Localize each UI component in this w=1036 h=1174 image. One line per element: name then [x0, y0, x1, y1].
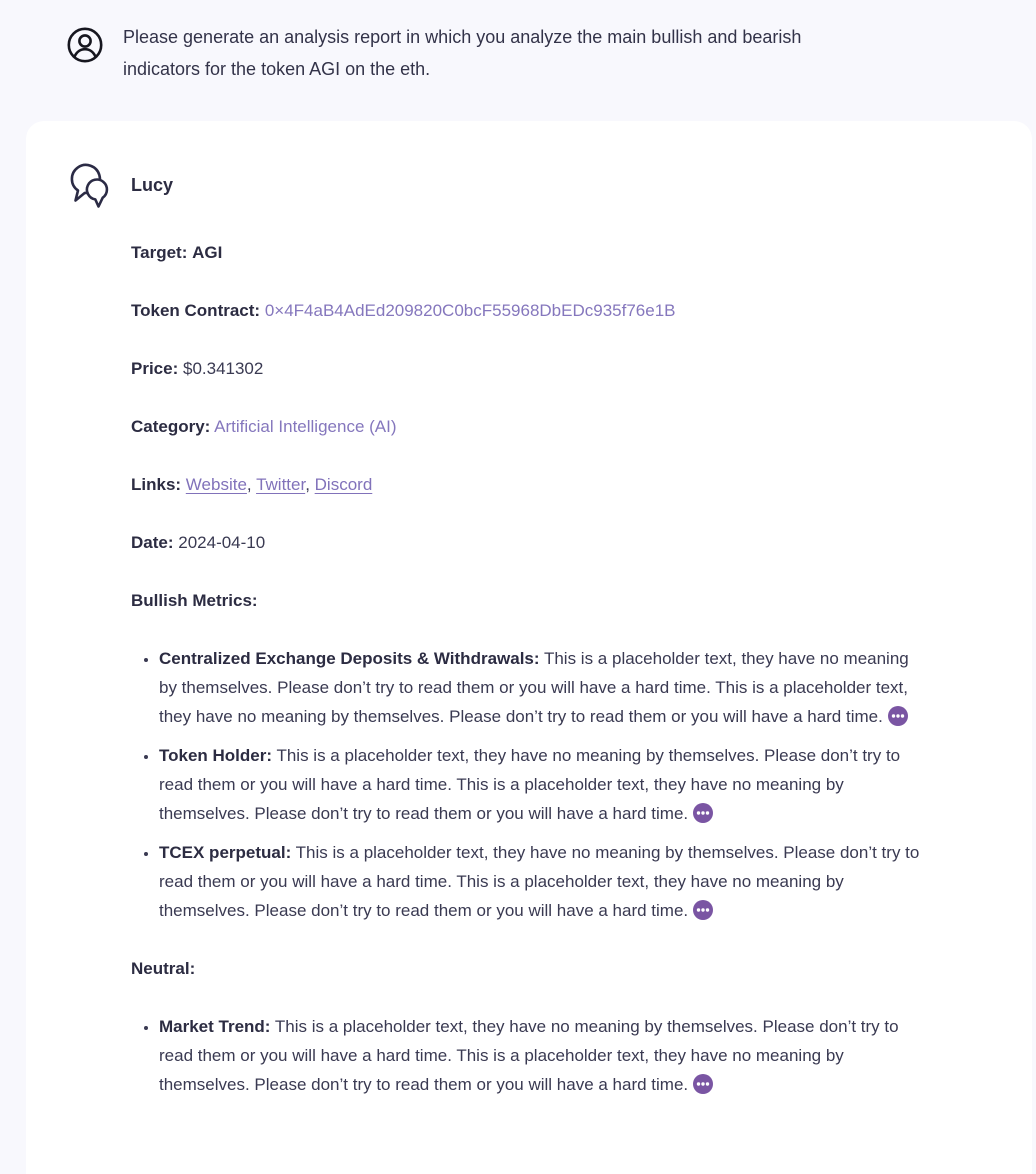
list-item	[159, 644, 921, 731]
link-separator: ,	[246, 475, 252, 494]
ellipsis-more-icon[interactable]	[693, 900, 713, 920]
metric-text: This is a placeholder text, they have no meaning by themselves. Please don’t try to read them or you will have a hard time. This is a placeholder text, they have no meaning by themselves. Please don’t try to read them or you will have a hard time.	[159, 746, 901, 823]
token-contract-address[interactable]: 0×4F4aB4AdEd209820C0bcF55968DbEDc935f76e1B	[264, 301, 676, 320]
section-heading-bullish: Bullish Metrics:	[131, 591, 258, 610]
metric-title: TCEX perpetual:	[159, 843, 292, 862]
assistant-header	[64, 161, 992, 209]
section-heading-neutral: Neutral:	[131, 959, 196, 978]
field-category-label: Category:	[131, 417, 211, 436]
twitter-link[interactable]: Twitter	[256, 475, 306, 494]
assistant-response-card	[26, 121, 1032, 1174]
ellipsis-more-icon[interactable]	[693, 1074, 713, 1094]
neutral-metrics-list	[131, 1012, 921, 1099]
field-links	[131, 470, 921, 499]
metric-text: This is a placeholder text, they have no meaning by themselves. Please don’t try to read them or you will have a hard time. This is a placeholder text, they have no meaning by themselves. Please don’t try to read them or you will have a hard time.	[159, 1017, 899, 1094]
field-date	[131, 528, 921, 557]
category-value[interactable]: Artificial Intelligence (AI)	[214, 417, 397, 436]
metric-title: Market Trend:	[159, 1017, 271, 1036]
ellipsis-more-icon[interactable]	[693, 803, 713, 823]
website-link[interactable]: Website	[185, 475, 247, 494]
field-category	[131, 412, 921, 441]
user-avatar-icon	[66, 26, 104, 64]
field-price	[131, 354, 921, 383]
field-links-label: Links:	[131, 475, 182, 494]
metric-title: Centralized Exchange Deposits & Withdrawals:	[159, 649, 540, 668]
user-message-text: Please generate an analysis report in which you analyze the main bullish and bearish indicators for the token AGI on the eth.	[123, 27, 802, 79]
field-price-label: Price:	[131, 359, 179, 378]
field-token-contract	[131, 296, 921, 325]
link-separator: ,	[305, 475, 310, 494]
field-target-value: AGI	[192, 243, 223, 262]
bullish-metrics-list	[131, 644, 921, 925]
field-target-label: Target:	[131, 243, 188, 262]
list-item	[159, 741, 921, 828]
field-date-label: Date:	[131, 533, 174, 552]
field-contract-label: Token Contract:	[131, 301, 261, 320]
list-item	[159, 838, 921, 925]
ellipsis-more-icon[interactable]	[888, 706, 908, 726]
field-target	[131, 238, 921, 267]
metric-text: This is a placeholder text, they have no meaning by themselves. Please don’t try to read them or you will have a hard time. This is a placeholder text, they have no meaning by themselves. Please don’t try to read them or you will have a hard time.	[159, 649, 909, 726]
metric-text: This is a placeholder text, they have no meaning by themselves. Please don’t try to read them or you will have a hard time. This is a placeholder text, they have no meaning by themselves. Please don’t try to read them or you will have a hard time.	[159, 843, 920, 920]
discord-link[interactable]: Discord	[314, 475, 373, 494]
metric-title: Token Holder:	[159, 746, 273, 765]
analysis-report	[131, 238, 921, 1099]
field-date-value: 2024-04-10	[178, 533, 266, 552]
assistant-name: Lucy	[131, 174, 174, 195]
chat-bubbles-icon	[64, 161, 112, 209]
user-message-row	[0, 0, 1036, 85]
list-item	[159, 1012, 921, 1099]
field-price-value: $0.341302	[182, 359, 264, 378]
